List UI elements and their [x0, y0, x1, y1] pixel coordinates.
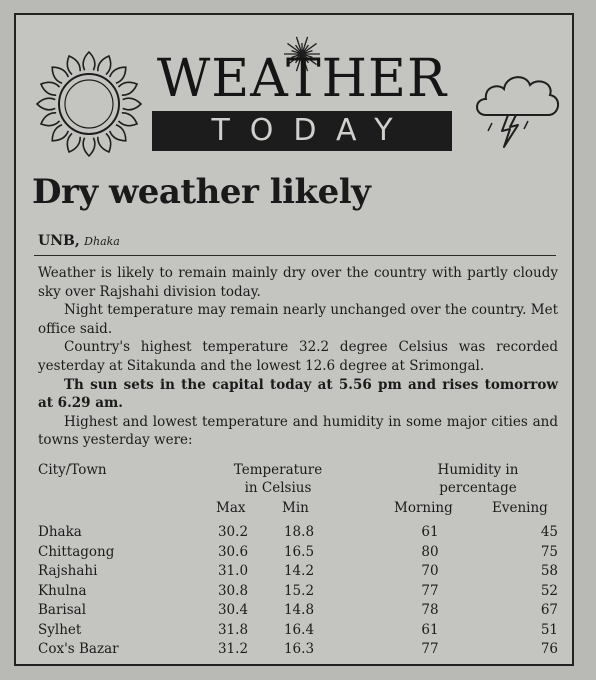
cell-city: Sylhet: [38, 621, 82, 638]
headline: Dry weather likely: [32, 172, 371, 212]
cell-evening: 75: [540, 543, 558, 560]
cell-city: Cox's Bazar: [38, 641, 119, 657]
cell-evening: 52: [540, 582, 558, 599]
cell-min: 16.5: [283, 543, 315, 560]
article-body: [38, 264, 558, 450]
paragraph: Highest and lowest temperature and humidity in some major cities and towns yesterday were:: [38, 413, 558, 449]
cell-min: 16.3: [283, 641, 315, 657]
cell-city: Rajshahi: [38, 563, 98, 579]
divider: [34, 255, 556, 256]
dateline: [38, 233, 120, 249]
column-header-temperature: Temperature: [233, 462, 323, 478]
paragraph: Night temperature may remain nearly unchanged over the country. Met office said.: [38, 302, 558, 337]
cell-max: 30.2: [217, 524, 249, 540]
cell-city: Barisal: [38, 602, 87, 618]
cell-evening: 45: [540, 524, 558, 540]
column-header-temperature-unit: in Celsius: [244, 480, 312, 496]
cell-min: 14.2: [283, 563, 315, 579]
paragraph: Weather is likely to remain mainly dry over the country with partly cloudy sky over Rajshahi division today.: [38, 265, 558, 300]
cell-max: 31.0: [217, 563, 249, 579]
cell-evening: 76: [540, 641, 558, 657]
sun-icon: [34, 49, 144, 159]
cell-morning: 80: [421, 543, 439, 560]
cell-max: 30.8: [217, 582, 249, 599]
cell-city: Khulna: [38, 582, 87, 599]
cell-max: 31.8: [217, 621, 249, 638]
cell-max: 30.4: [217, 602, 249, 618]
cell-min: 15.2: [283, 582, 315, 599]
paragraph: Th sun sets in the capital today at 5.56 pm and rises tomorrow at 6.29 am.: [38, 376, 558, 412]
subheader-morning: Morning: [394, 500, 453, 516]
weather-box: [14, 13, 574, 666]
cell-city: Chittagong: [38, 543, 115, 560]
masthead-today-banner: TODAY: [152, 111, 452, 151]
cell-min: 18.8: [283, 524, 315, 540]
column-header-city: City/Town: [38, 462, 107, 478]
subheader-min: Min: [282, 500, 309, 516]
masthead-weather-title: WEATHER: [156, 49, 448, 109]
storm-cloud-icon: [468, 55, 568, 155]
cell-morning: 70: [421, 563, 439, 579]
cell-min: 14.8: [283, 602, 315, 618]
paragraph: Country's highest temperature 32.2 degree Celsius was recorded yesterday at Sitakunda and the lowest 12.6 degree at Srimongal.: [38, 339, 558, 374]
cell-min: 16.4: [283, 621, 315, 638]
cell-evening: 51: [540, 621, 558, 638]
cell-evening: 58: [540, 563, 558, 579]
cell-morning: 61: [421, 621, 439, 638]
cell-max: 31.2: [217, 641, 249, 657]
weather-table: [38, 461, 558, 661]
cell-morning: 61: [421, 524, 439, 540]
cell-morning: 77: [421, 582, 439, 599]
column-header-humidity-unit: percentage: [439, 480, 517, 496]
cell-city: Dhaka: [38, 524, 82, 540]
column-header-humidity: Humidity in: [437, 462, 519, 478]
cell-evening: 67: [540, 602, 558, 618]
subheader-evening: Evening: [492, 500, 548, 516]
dateline-city: Dhaka: [84, 235, 120, 248]
cell-morning: 78: [421, 602, 439, 618]
agency-label: UNB,: [38, 233, 80, 249]
cell-morning: 77: [421, 641, 439, 657]
subheader-max: Max: [216, 500, 246, 516]
cell-max: 30.6: [217, 543, 249, 560]
